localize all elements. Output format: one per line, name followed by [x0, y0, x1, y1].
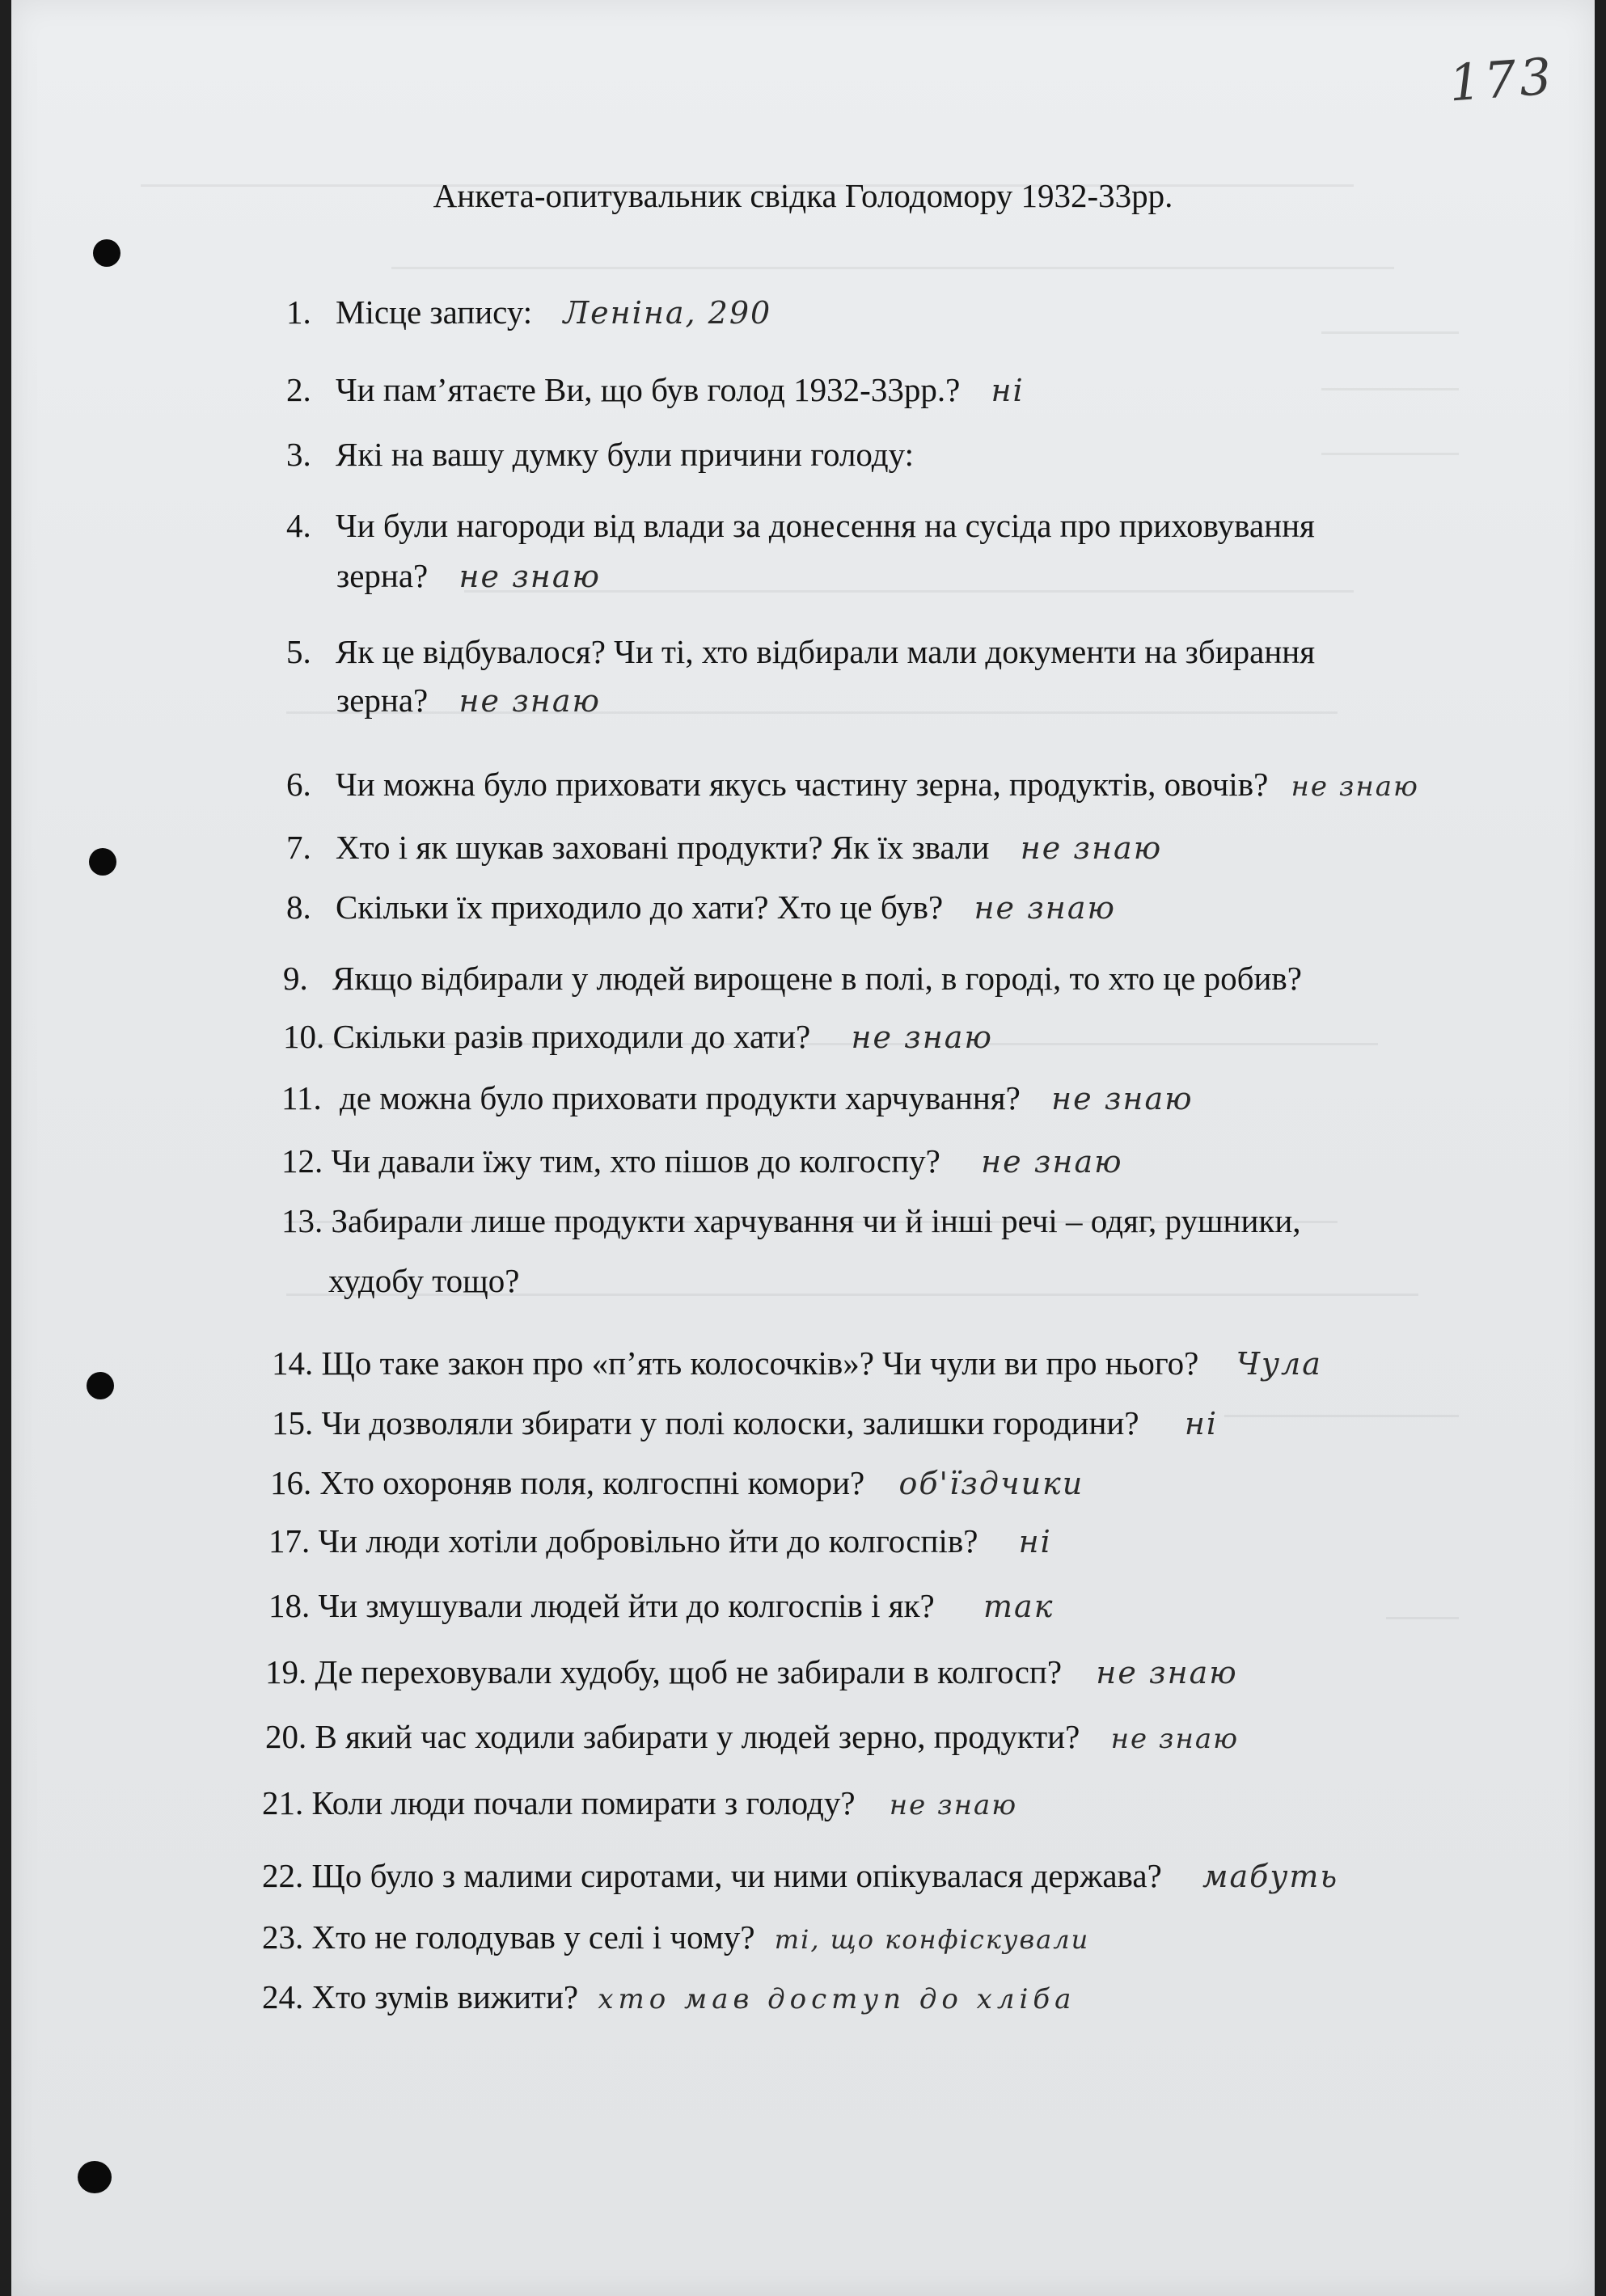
question-number: 2.	[286, 371, 311, 408]
question-number: 13.	[281, 1202, 323, 1239]
question-9	[283, 959, 1325, 998]
question-8	[286, 888, 1116, 926]
handwritten-answer: Чула	[1236, 1346, 1322, 1382]
question-text: Чи були нагороди від влади за донесення на сусіда про приховування	[336, 507, 1315, 544]
punch-hole	[93, 239, 120, 267]
question-24	[262, 1977, 1076, 2016]
question-20	[265, 1717, 1239, 1756]
punch-hole	[78, 2161, 112, 2193]
question-17	[268, 1522, 1052, 1560]
question-5	[286, 632, 1315, 671]
question-number: 20.	[265, 1718, 307, 1755]
question-21	[262, 1783, 1017, 1822]
question-text: зерна?	[336, 682, 429, 719]
handwritten-answer: ні	[1018, 1524, 1052, 1560]
question-number: 12.	[281, 1142, 323, 1180]
question-12	[281, 1142, 1123, 1180]
question-18	[268, 1586, 1054, 1625]
question-text: Чи можна було приховати якусь частину зерна, продуктів, овочів?	[336, 766, 1269, 803]
question-text: Скільки разів приходили до хати?	[332, 1018, 811, 1055]
question-text: Як це відбувалося? Чи ті, хто відбирали мали документи на збирання	[336, 633, 1316, 670]
question-7	[286, 828, 1162, 867]
document-title: Анкета-опитувальник свідка Голодомору 1932-33рр.	[433, 177, 1173, 214]
question-number: 1.	[286, 293, 311, 331]
handwritten-answer: не знаю	[459, 559, 601, 594]
question-number: 8.	[286, 888, 311, 926]
question-22	[262, 1856, 1338, 1895]
question-number: 4.	[286, 507, 311, 544]
question-3	[286, 435, 936, 474]
handwritten-answer: не знаю	[1051, 1081, 1194, 1116]
handwritten-answer: не знаю	[459, 683, 601, 719]
question-text: Чи люди хотіли добровільно йти до колгоспів?	[318, 1522, 978, 1560]
handwritten-answer: Леніна, 290	[563, 295, 772, 331]
question-text: Забирали лише продукти харчування чи й інші речі – одяг, рушники,	[331, 1202, 1301, 1239]
handwritten-answer: не знаю	[974, 890, 1116, 926]
question-text: Скільки їх приходило до хати? Хто це був?	[336, 888, 944, 926]
question-text: Чи давали їжу тим, хто пішов до колгоспу?	[331, 1142, 940, 1180]
question-text: Що було з малими сиротами, чи ними опікувалася держава?	[311, 1857, 1162, 1894]
question-text: Хто охороняв поля, колгоспні комори?	[319, 1464, 865, 1501]
question-text: Коли люди почали помирати з голоду?	[311, 1784, 856, 1821]
question-number: 23.	[262, 1918, 304, 1956]
question-text: Хто і як шукав заховані продукти? Як їх звали	[336, 829, 990, 866]
question-number: 9.	[283, 960, 308, 997]
question-number: 11.	[281, 1079, 322, 1116]
question-number: 16.	[270, 1464, 312, 1501]
question-text: зерна?	[336, 557, 429, 594]
handwritten-answer: не знаю	[1020, 830, 1163, 866]
question-number: 7.	[286, 829, 311, 866]
question-text: худобу тощо?	[328, 1262, 520, 1299]
question-text: Якщо відбирали у людей вирощене в полі, в городі, то хто це робив?	[332, 960, 1302, 997]
handwritten-answer: не знаю	[851, 1019, 993, 1055]
question-number: 10.	[283, 1018, 325, 1055]
handwritten-answer: мабуть	[1202, 1859, 1339, 1894]
question-number: 24.	[262, 1978, 304, 2015]
question-4-continuation	[336, 556, 601, 595]
question-number: 22.	[262, 1857, 304, 1894]
question-text: де можна було приховати продукти харчування?	[339, 1079, 1021, 1116]
question-text: В який час ходили забирати у людей зерно, продукти?	[315, 1718, 1080, 1755]
question-text: Що таке закон про «п’ять колосочків»? Чи чули ви про нього?	[321, 1344, 1199, 1382]
handwritten-answer: ті, що конфіскували	[774, 1924, 1090, 1955]
handwritten-answer: не знаю	[981, 1144, 1123, 1180]
punch-hole	[89, 848, 116, 876]
question-number: 17.	[268, 1522, 311, 1560]
page-number: 173	[1447, 46, 1557, 113]
question-number: 19.	[265, 1653, 307, 1690]
question-number: 5.	[286, 633, 311, 670]
question-13-continuation	[328, 1261, 542, 1300]
question-10	[283, 1017, 993, 1056]
question-number: 14.	[272, 1344, 314, 1382]
handwritten-answer: не знаю	[1096, 1655, 1238, 1690]
question-text: Де переховували худобу, щоб не забирали в колгосп?	[315, 1653, 1063, 1690]
question-text: Місце запису:	[336, 293, 533, 331]
document-sheet	[11, 0, 1595, 2296]
question-19	[265, 1652, 1238, 1691]
question-13	[281, 1201, 1301, 1240]
handwritten-answer: ні	[991, 373, 1025, 408]
question-2	[286, 370, 1025, 409]
handwritten-answer: хто мав доступ до хліба	[598, 1983, 1076, 2015]
question-14	[272, 1344, 1322, 1382]
question-number: 6.	[286, 766, 311, 803]
handwritten-answer: не знаю	[1110, 1723, 1240, 1755]
handwritten-answer: ні	[1184, 1406, 1219, 1441]
question-text: Хто зумів вижити?	[311, 1978, 579, 2015]
question-6	[286, 765, 1419, 804]
question-15	[272, 1403, 1218, 1442]
question-text: Які на вашу думку були причини голоду:	[336, 436, 914, 473]
handwritten-answer: об'їздчики	[898, 1466, 1084, 1501]
question-11	[281, 1078, 1194, 1117]
question-number: 21.	[262, 1784, 304, 1821]
question-4	[286, 506, 1315, 545]
handwritten-answer: не знаю	[1291, 770, 1419, 803]
punch-hole	[87, 1372, 114, 1399]
question-number: 3.	[286, 436, 311, 473]
question-16	[270, 1463, 1084, 1502]
question-number: 18.	[268, 1587, 311, 1624]
question-text: Чи дозволяли збирати у полі колоски, залишки городини?	[321, 1404, 1139, 1441]
question-text: Хто не голодував у селі і чому?	[311, 1918, 755, 1956]
question-5-continuation	[336, 681, 601, 720]
question-text: Чи пам’ятаєте Ви, що був голод 1932-33рр.?	[336, 371, 961, 408]
question-1	[286, 293, 771, 331]
question-23	[262, 1918, 1089, 1956]
handwritten-answer: так	[983, 1589, 1054, 1624]
handwritten-answer: не знаю	[889, 1789, 1018, 1821]
question-text: Чи змушували людей йти до колгоспів і як?	[318, 1587, 935, 1624]
question-number: 15.	[272, 1404, 314, 1441]
